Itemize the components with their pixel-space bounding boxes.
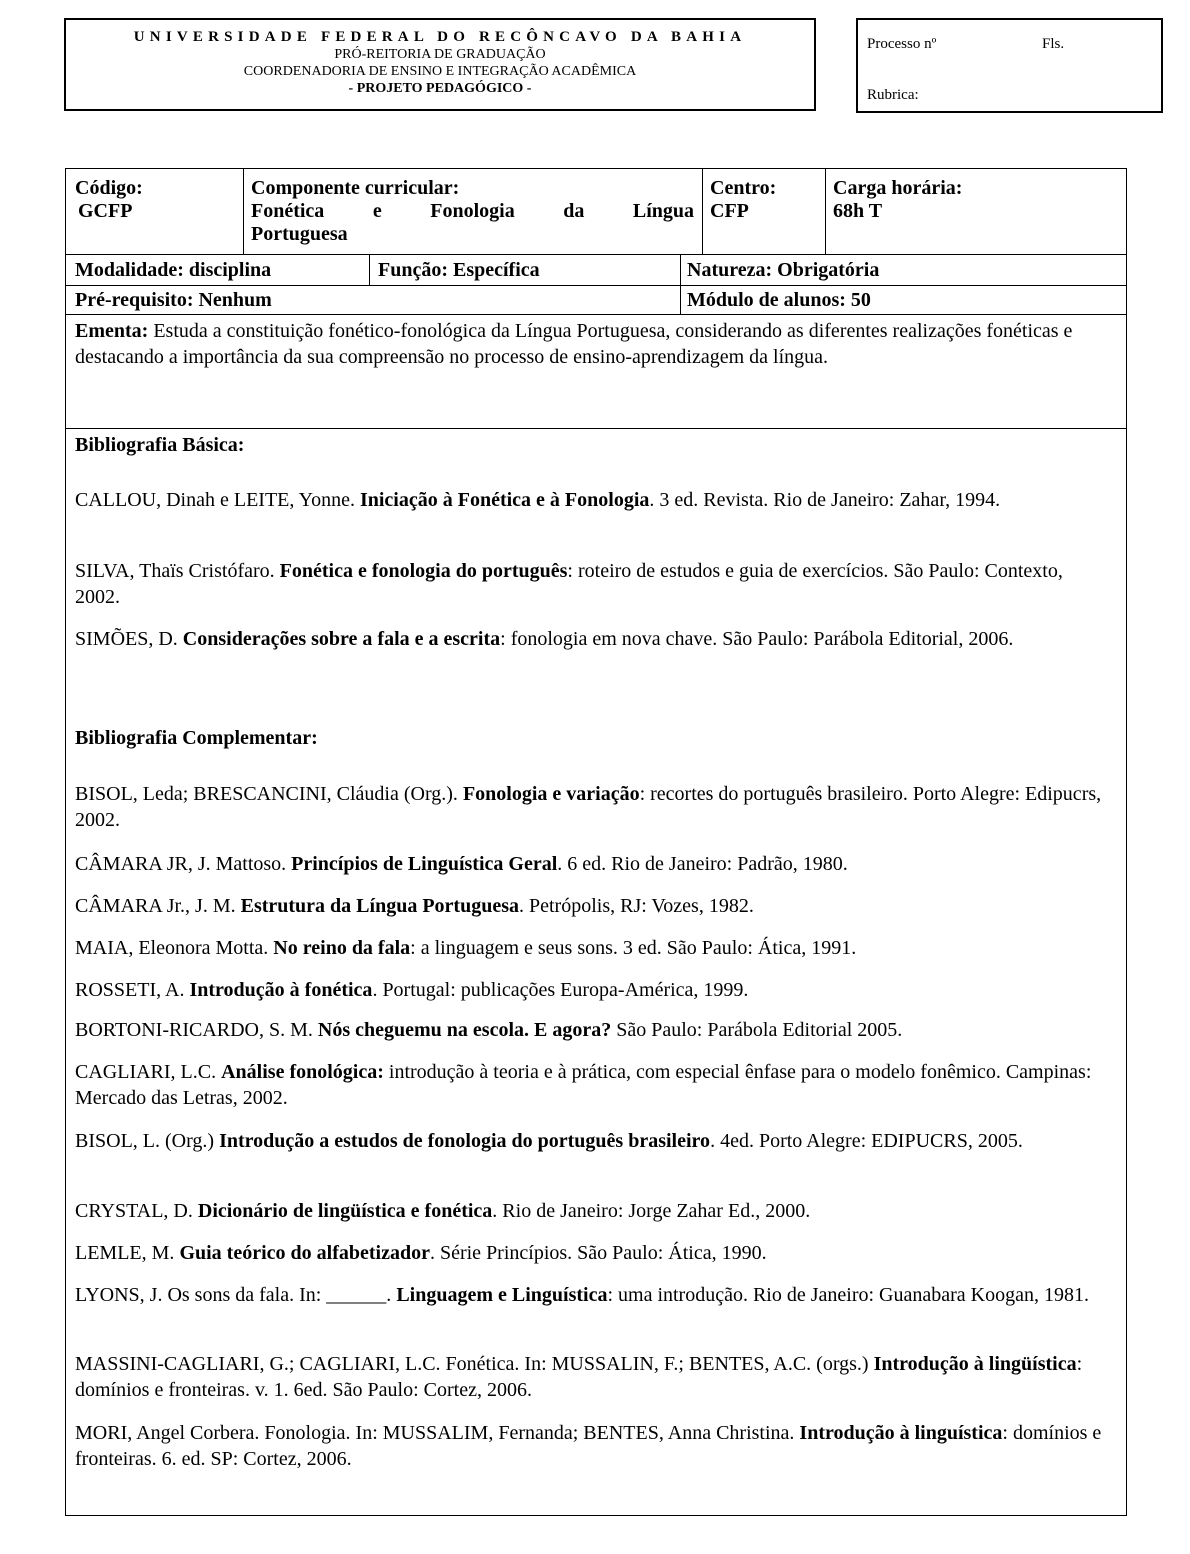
bibliografia-basica-title: Bibliografia Básica: [75,434,245,456]
reference-item: ROSSETI, A. Introdução à fonética. Portugal: publicações Europa-América, 1999. [75,979,749,1001]
divider [369,254,370,285]
processo-label: Processo nº [867,36,937,52]
reference-item: LEMLE, M. Guia teórico do alfabetizador. Série Princípios. São Paulo: Ática, 1990. [75,1242,767,1264]
reference-item: LYONS, J. Os sons da fala. In: ______. Linguagem e Linguística: uma introdução. Rio de Janeiro: Guanabara Koogan, 1981. [75,1284,1089,1306]
divider [680,254,681,314]
ementa-text: Estuda a constituição fonético-fonológica da Língua Portuguesa, considerando as diferentes realizações fonéticas e destacando a importância da sua compreensão no processo de ensino-aprendizagem da língua. [75,320,1073,368]
divider [66,254,1126,255]
reference-item: MORI, Angel Corbera. Fonologia. In: MUSSALIM, Fernanda; BENTES, Anna Christina. Introdução à linguística: domínios e fronteiras. 6. ed. SP: Cortez, 2006. [75,1422,1102,1470]
ementa-label: Ementa: [75,320,149,342]
centro-cell [710,177,776,223]
funcao: Função: Específica [378,259,540,281]
bibliografia-complementar-title: Bibliografia Complementar: [75,727,318,749]
institution-header [64,18,816,111]
prorectorate-name: PRÓ-REITORIA DE GRADUAÇÃO [334,47,546,62]
project-title: - PROJETO PEDAGÓGICO - [348,81,532,96]
reference-item: CAGLIARI, L.C. Análise fonológica: introdução à teoria e à prática, com especial ênfase para o modelo fonêmico. Campinas: Mercado das Letras, 2002. [75,1061,1092,1109]
natureza: Natureza: Obrigatória [687,259,880,281]
carga-value: 68h T [833,200,883,222]
codigo-label: Código: [75,177,143,199]
divider [243,169,244,254]
divider [66,285,1126,286]
componente-cell [251,177,694,246]
reference-item: SILVA, Thaïs Cristófaro. Fonética e fonologia do português: roteiro de estudos e guia de exercícios. São Paulo: Contexto, 2002. [75,560,1063,608]
componente-line-2: Portuguesa [251,223,348,245]
codigo-cell [75,177,143,223]
reference-item: BISOL, Leda; BRESCANCINI, Cláudia (Org.). Fonologia e variação: recortes do português brasileiro. Porto Alegre: Edipucrs, 2002. [75,783,1102,831]
reference-item: MAIA, Eleonora Motta. No reino da fala: a linguagem e seus sons. 3 ed. São Paulo: Ática, 1991. [75,937,857,959]
reference-item: CRYSTAL, D. Dicionário de lingüística e fonética. Rio de Janeiro: Jorge Zahar Ed., 2000. [75,1200,811,1222]
reference-item: SIMÕES, D. Considerações sobre a fala e a escrita: fonologia em nova chave. São Paulo: Parábola Editorial, 2006. [75,628,1014,650]
process-box [856,18,1163,113]
ementa [75,318,1108,370]
divider [66,428,1126,429]
divider [66,314,1126,315]
divider [702,169,703,254]
carga-label: Carga horária: [833,177,963,199]
course-table [65,168,1127,1516]
modalidade: Modalidade: disciplina [75,259,272,281]
codigo-value: GCFP [78,200,133,222]
reference-item: MASSINI-CAGLIARI, G.; CAGLIARI, L.C. Fonética. In: MUSSALIN, F.; BENTES, A.C. (orgs.) Introdução à lingüística: domínios e fronteiras. v. 1. 6ed. São Paulo: Cortez, 2006. [75,1353,1083,1401]
fls-label: Fls. [1042,36,1065,52]
centro-label: Centro: [710,177,777,199]
prerequisito: Pré-requisito: Nenhum [75,289,272,311]
reference-item: CÂMARA Jr., J. M. Estrutura da Língua Portuguesa. Petrópolis, RJ: Vozes, 1982. [75,895,754,917]
reference-item: BORTONI-RICARDO, S. M. Nós cheguemu na escola. E agora? São Paulo: Parábola Editorial 2005. [75,1019,903,1041]
carga-cell [833,177,962,223]
modulo-alunos: Módulo de alunos: 50 [687,289,871,311]
componente-line-1: Fonética e Fonologia da Língua [251,200,694,222]
rubrica-label: Rubrica: [867,87,919,103]
reference-item: BISOL, L. (Org.) Introdução a estudos de fonologia do português brasileiro. 4ed. Porto Alegre: EDIPUCRS, 2005. [75,1130,1023,1152]
reference-item: CÂMARA JR, J. Mattoso. Princípios de Linguística Geral. 6 ed. Rio de Janeiro: Padrão, 1980. [75,853,848,875]
university-name: UNIVERSIDADE FEDERAL DO RECÔNCAVO DA BAHIA [133,29,747,45]
componente-label: Componente curricular: [251,177,460,199]
coordination-name: COORDENADORIA DE ENSINO E INTEGRAÇÃO ACADÊMICA [243,64,637,79]
reference-item: CALLOU, Dinah e LEITE, Yonne. Iniciação à Fonética e à Fonologia. 3 ed. Revista. Rio de Janeiro: Zahar, 1994. [75,489,1001,511]
divider [825,169,826,254]
centro-value: CFP [710,200,749,222]
